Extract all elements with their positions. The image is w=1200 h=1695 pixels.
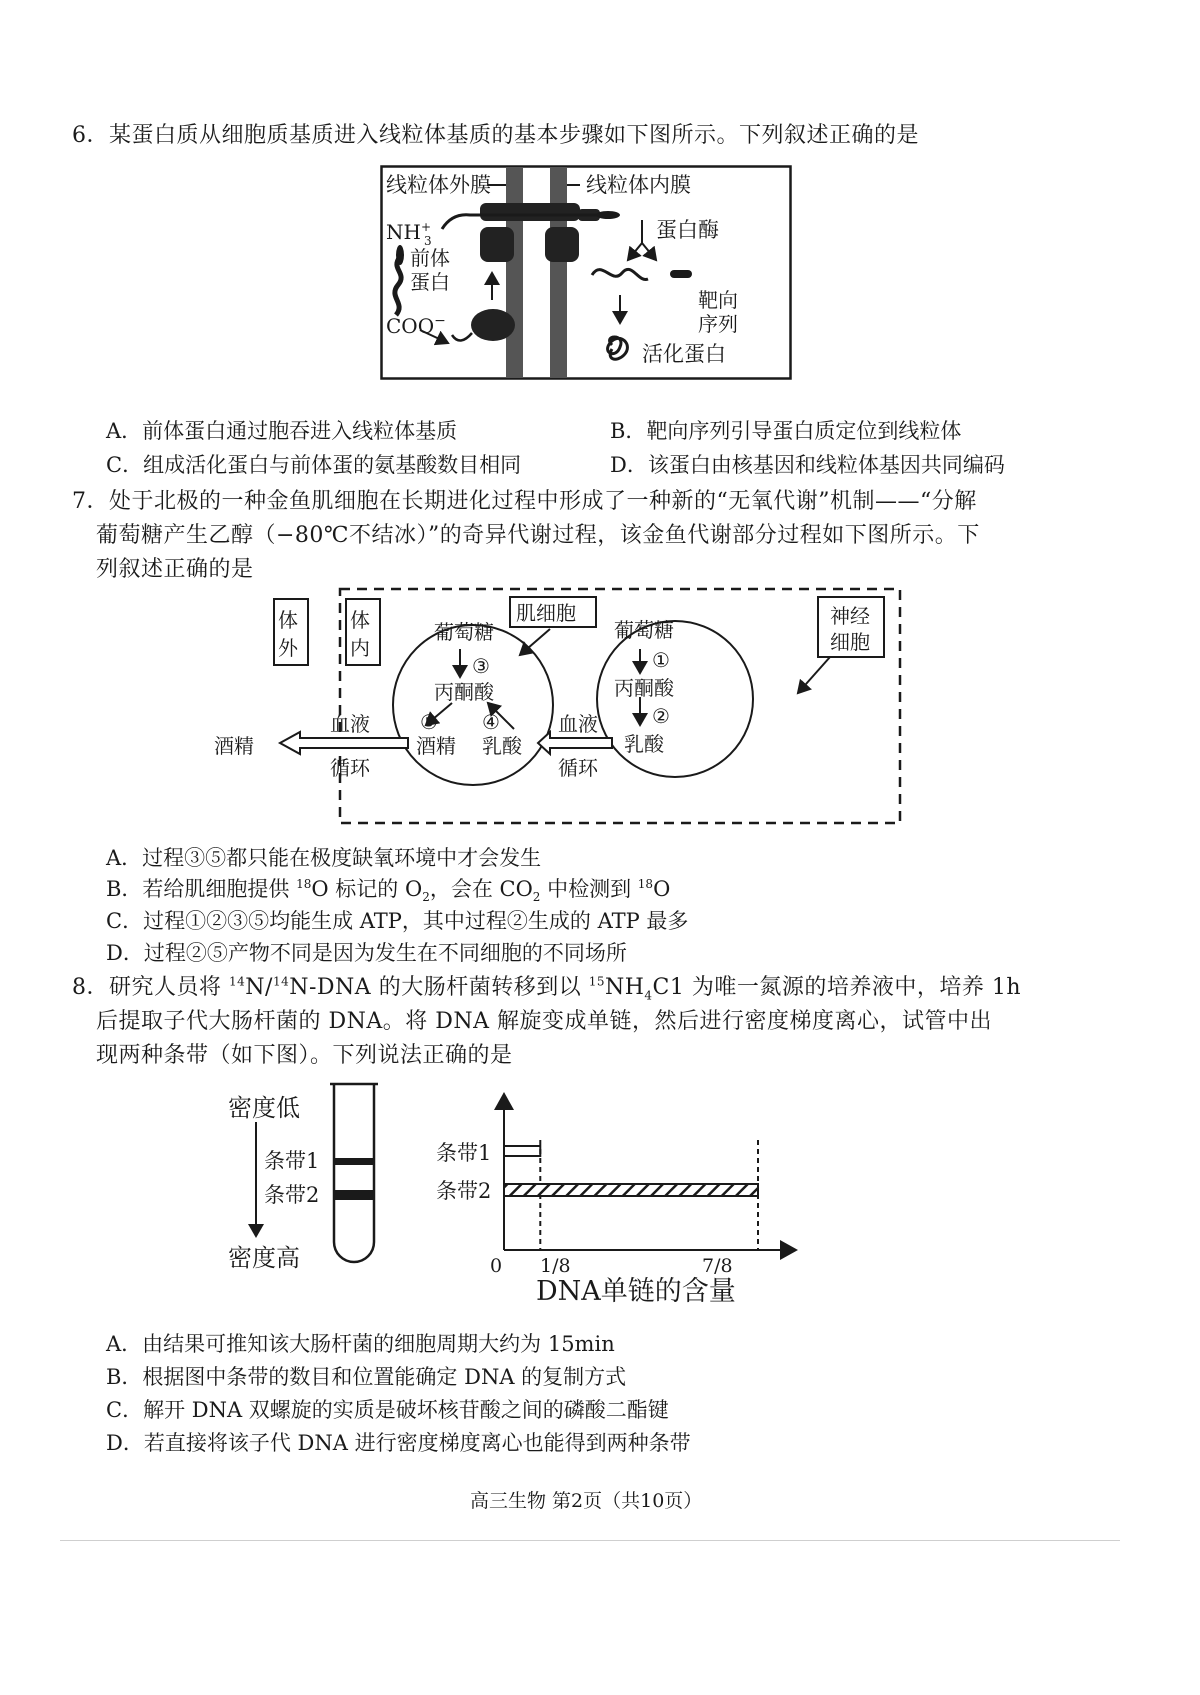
q7-option-a: A．过程③⑤都只能在极度缺氧环境中才会发生 — [106, 846, 542, 870]
q6-option-d: D．该蛋白由核基因和线粒体基因共同编码 — [610, 453, 1005, 477]
muscle-pyruvate: 丙酮酸 — [434, 680, 494, 704]
chart-band1-label: 条带1 — [436, 1141, 492, 1165]
nerve-cell-label-1: 神经 — [830, 604, 870, 628]
chart-band2-label: 条带2 — [436, 1179, 492, 1203]
outside-label-1: 体 — [278, 608, 298, 632]
q7-option-c: C．过程①②③⑤均能生成 ATP，其中过程②生成的 ATP 最多 — [106, 909, 689, 933]
muscle-ethanol: 酒精 — [416, 734, 456, 758]
step-4: ④ — [482, 710, 500, 734]
tube-band-1 — [335, 1158, 373, 1165]
page-footer: 高三生物 第2页（共10页） — [470, 1490, 703, 1512]
nerve-glucose: 葡萄糖 — [614, 618, 674, 642]
inside-label-2: 内 — [350, 636, 370, 660]
q8-option-c: C．解开 DNA 双螺旋的实质是破坏核苷酸之间的磷酸二酯键 — [106, 1398, 669, 1422]
density-high-label: 密度高 — [228, 1244, 300, 1272]
chart-x-axis-label: DNA单链的含量 — [536, 1276, 736, 1307]
nerve-pyruvate: 丙酮酸 — [614, 676, 674, 700]
footer-divider — [60, 1540, 1120, 1541]
q7-option-b: B．若给肌细胞提供 $^{18}$O 标记的 $O_2$，会在 $CO_2$ 中检测到 $^{18}$O — [106, 877, 671, 905]
q6-mitochondria-figure — [380, 165, 792, 380]
outer-membrane-label: 线粒体外膜 — [386, 173, 491, 197]
q7-stem-line3: 列叙述正确的是 — [96, 557, 254, 582]
chart-tick-7-8: 7/8 — [702, 1255, 733, 1277]
protease-label: 蛋白酶 — [656, 218, 719, 242]
q8-stem-line2: 后提取子代大肠杆菌的 DNA。将 DNA 解旋变成单链，然后进行密度梯度离心，试管中出 — [96, 1009, 993, 1034]
chart-bar-2 — [504, 1184, 758, 1196]
step-5: ⑤ — [420, 710, 438, 734]
inner-membrane-label: 线粒体内膜 — [586, 173, 691, 197]
q6-option-b: B．靶向序列引导蛋白质定位到线粒体 — [610, 419, 962, 443]
target-seq-label-2: 序列 — [698, 312, 738, 336]
muscle-cell-label: 肌细胞 — [516, 601, 576, 625]
q8-band-chart — [436, 1080, 820, 1310]
q6-option-a: A．前体蛋白通过胞吞进入线粒体基质 — [106, 419, 458, 443]
target-seq-label-1: 靶向 — [698, 288, 738, 312]
blood-right-2: 循环 — [558, 756, 598, 780]
chart-bar-1 — [504, 1146, 540, 1156]
tube-band2-label: 条带2 — [264, 1183, 320, 1207]
blood-left-2: 循环 — [330, 756, 370, 780]
precursor-label-1: 前体 — [410, 246, 450, 270]
q6-stem: 6．某蛋白质从细胞质基质进入线粒体基质的基本步骤如下图所示。下列叙述正确的是 — [72, 123, 919, 148]
nh3-label: NH+ 3 — [386, 220, 432, 248]
step-2: ② — [652, 704, 670, 728]
q7-option-d: D．过程②⑤产物不同是因为发生在不同细胞的不同场所 — [106, 941, 627, 965]
q8-test-tube-figure — [228, 1080, 420, 1280]
q7-stem-line1: 7．处于北极的一种金鱼肌细胞在长期进化过程中形成了一种新的“无氧代谢”机制——“分解 — [72, 489, 977, 514]
blood-left-1: 血液 — [330, 712, 370, 736]
q8-option-d: D．若直接将该子代 DNA 进行密度梯度离心也能得到两种条带 — [106, 1431, 691, 1455]
outside-label-2: 外 — [278, 636, 298, 660]
ethanol-out-label: 酒精 — [214, 734, 254, 758]
q8-option-b: B．根据图中条带的数目和位置能确定 DNA 的复制方式 — [106, 1365, 627, 1389]
q7-metabolism-figure — [214, 585, 910, 830]
active-protein-label: 活化蛋白 — [642, 342, 726, 366]
precursor-label-2: 蛋白 — [410, 270, 450, 294]
q6-option-c: C．组成活化蛋白与前体蛋的氨基酸数目相同 — [106, 453, 522, 477]
step-1: ① — [652, 648, 670, 672]
nerve-cell-label-2: 细胞 — [830, 630, 870, 654]
density-low-label: 密度低 — [228, 1094, 300, 1122]
tube-band-2 — [335, 1190, 373, 1200]
chart-tick-1-8: 1/8 — [540, 1255, 571, 1277]
q8-option-a: A．由结果可推知该大肠杆菌的细胞周期大约为 15min — [106, 1332, 615, 1356]
muscle-lactate: 乳酸 — [482, 734, 522, 758]
muscle-glucose: 葡萄糖 — [434, 620, 494, 644]
q7-stem-line2: 葡萄糖产生乙醇（−80℃不结冰）”的奇异代谢过程，该金鱼代谢部分过程如下图所示。下 — [96, 523, 980, 548]
tube-band1-label: 条带1 — [264, 1149, 320, 1173]
blood-right-1: 血液 — [558, 712, 598, 736]
coo-label: COO− — [386, 313, 446, 338]
nerve-lactate: 乳酸 — [624, 732, 664, 756]
chart-origin-label: 0 — [490, 1255, 503, 1277]
inside-label-1: 体 — [350, 608, 370, 632]
q8-stem-line3: 现两种条带（如下图）。下列说法正确的是 — [96, 1043, 513, 1068]
step-3: ③ — [472, 654, 490, 678]
q8-stem-line1: 8．研究人员将 $^{14}$N/$^{14}$N-DNA 的大肠杆菌转移到以 $^{15}NH_4C1$ 为唯一氮源的培养液中，培养 1h — [72, 974, 1022, 1003]
